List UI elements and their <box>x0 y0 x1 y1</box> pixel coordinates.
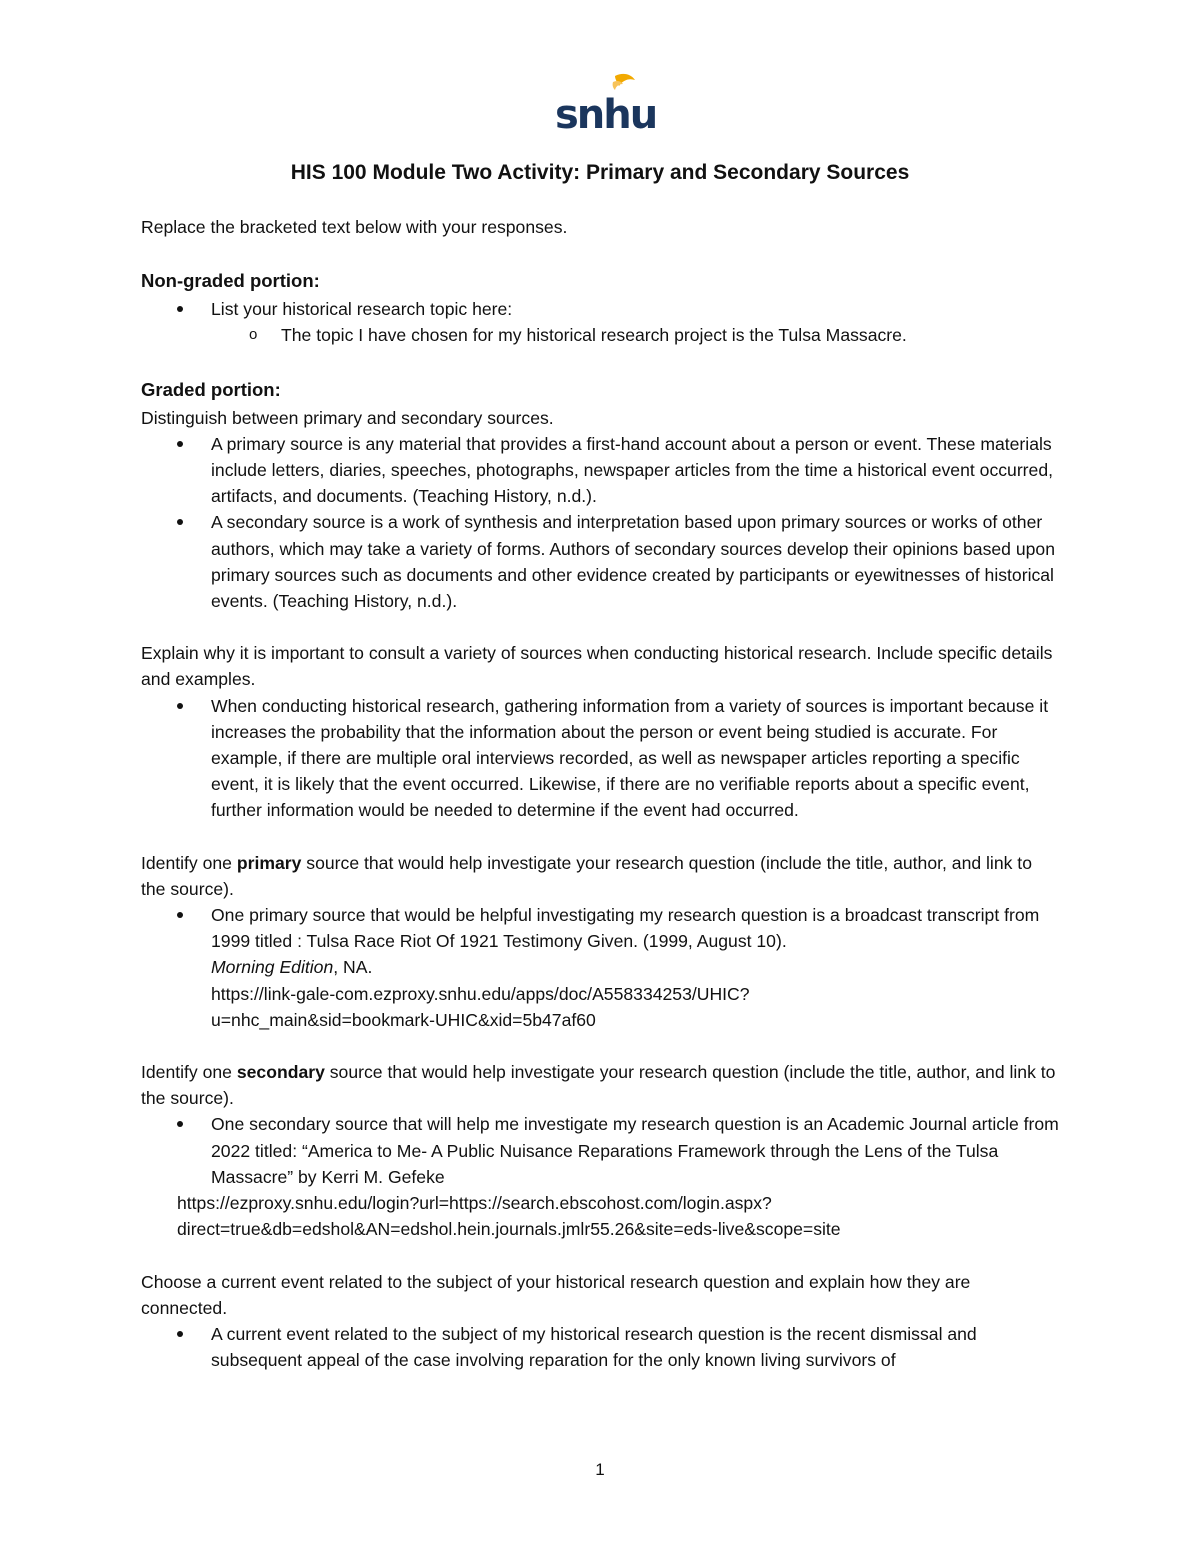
variety-list <box>141 693 1061 824</box>
instructions: Replace the bracketed text below with your responses. <box>141 217 568 237</box>
source-link[interactable]: https://ezproxy.snhu.edu/login?url=https://search.ebscohost.com/login.aspx? <box>177 1193 772 1214</box>
document-title: HIS 100 Module Two Activity: Primary and Secondary Sources <box>290 161 910 184</box>
page-number: 1 <box>595 1460 605 1479</box>
non-graded-list <box>141 296 1061 348</box>
primary-list <box>141 902 1061 1033</box>
current-event-list <box>141 1321 1061 1373</box>
source-publication: Morning Edition <box>211 957 334 978</box>
prompt-distinguish: Distinguish between primary and secondary sources. <box>141 407 554 428</box>
prompt-text: Identify one <box>141 852 237 873</box>
source-text: One primary source that would be helpful investigating my research question is a broadcast transcript from 1999 titled : Tulsa Race Riot Of 1921 Testimony Given. (1999, August 10). <box>211 905 1040 952</box>
list-item: List your historical research topic here: <box>141 296 1061 322</box>
distinguish-list <box>141 431 1061 614</box>
prompt-text: Identify one <box>141 1062 237 1083</box>
source-link[interactable]: https://link-gale-com.ezproxy.snhu.edu/apps/doc/A558334253/UHIC? <box>211 983 750 1004</box>
secondary-list <box>141 1111 1061 1190</box>
prompt-variety: Explain why it is important to consult a variety of sources when conducting historical research. Include specific details and examples. <box>141 643 1053 690</box>
list-item: A current event related to the subject of my historical research question is the recent dismissal and subsequent appeal of the case involving reparation for the only known living survivors of <box>141 1321 1061 1373</box>
snhu-logo <box>553 72 657 138</box>
non-graded-heading: Non-graded portion: <box>141 270 320 292</box>
graded-heading: Graded portion: <box>141 378 281 400</box>
list-item: A secondary source is a work of synthesis and interpretation based upon primary sources or works of other authors, which may take a variety of forms. Authors of secondary sources develop their opinions based upon primary sources such as documents and other evidence created by participants or eyewitnesses of historical events. (Teaching History, n.d.). <box>141 509 1061 614</box>
prompt-primary <box>141 850 1061 902</box>
source-text: , NA. <box>333 957 373 978</box>
source-link[interactable]: direct=true&db=edshol&AN=edshol.hein.journals.jmlr55.26&site=eds-live&scope=site <box>177 1219 841 1240</box>
prompt-secondary <box>141 1059 1061 1111</box>
sub-list-item: o The topic I have chosen for my historical research project is the Tulsa Massacre. <box>141 322 1061 348</box>
list-item: One secondary source that will help me investigate my research question is an Academic Journal article from 2022 titled: “America to Me- A Public Nuisance Reparations Framework through the Lens of the Tulsa Massacre” by Kerri M. Gefeke <box>141 1111 1061 1190</box>
document-body <box>141 214 1061 1373</box>
prompt-current-event: Choose a current event related to the subject of your historical research question and explain how they are connected. <box>141 1271 971 1318</box>
list-item: A primary source is any material that provides a first-hand account about a person or event. These materials include letters, diaries, speeches, photographs, newspaper articles from the time a historical event occurred, artifacts, and documents. (Teaching History, n.d.). <box>141 431 1061 510</box>
prompt-text: source that would help investigate your research question (include the title, author, and link to the source). <box>141 852 1032 899</box>
list-item <box>141 902 1061 1033</box>
prompt-bold: primary <box>236 852 302 873</box>
prompt-text: source that would help investigate your research question (include the title, author, and link to the source). <box>141 1062 1056 1109</box>
snhu-logo-text: snhu <box>555 92 657 138</box>
list-item: When conducting historical research, gathering information from a variety of sources is important because it increases the probability that the information about the person or event being studied is accurate. For example, if there are multiple oral interviews recorded, as well as newspaper articles reporting a specific event, it is likely that the event occurred. Likewise, if there are no verifiable reports about a specific event, further information would be needed to determine if the event had occurred. <box>141 693 1061 824</box>
source-link[interactable]: u=nhc_main&sid=bookmark-UHIC&xid=5b47af60 <box>211 1009 596 1030</box>
snhu-logo-icon <box>553 72 657 138</box>
prompt-bold: secondary <box>236 1062 325 1083</box>
